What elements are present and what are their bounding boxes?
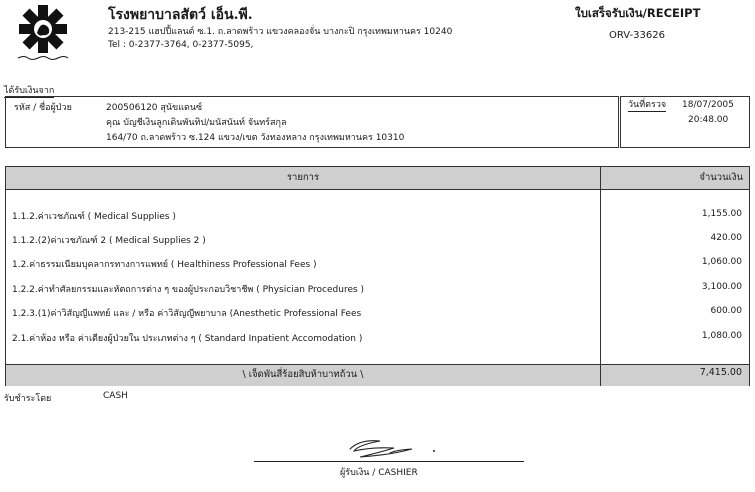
total-amount: 7,415.00 bbox=[699, 367, 742, 378]
hospital-phone: Tel : 0-2377-3764, 0-2377-5095, bbox=[108, 40, 254, 50]
item-description: 1.2.ค่าธรรมเนียมบุคลากรทางการแพทย์ ( Healthiness Professional Fees ) bbox=[12, 260, 317, 270]
item-amount: 1,155.00 bbox=[701, 209, 742, 219]
received-from-label: ได้รับเงินจาก bbox=[4, 86, 55, 96]
visit-date: 18/07/2005 bbox=[682, 100, 734, 110]
payment-method: CASH bbox=[103, 391, 128, 401]
column-divider bbox=[600, 166, 601, 386]
patient-code-name: 200506120 สุนัขแดนซ์ bbox=[106, 103, 203, 113]
item-description: 2.1.ค่าห้อง หรือ ค่าเตียงผู้ป่วยใน ประเภทต่าง ๆ ( Standard Inpatient Accomodation ) bbox=[12, 334, 363, 344]
receipt-number: ORV-33626 bbox=[609, 30, 665, 41]
patient-label: รหัส / ชื่อผู้ป่วย bbox=[14, 103, 72, 113]
total-in-words: \ เจ็ดพันสี่ร้อยสิบห้าบาทถ้วน \ bbox=[242, 369, 364, 380]
cashier-signature bbox=[336, 435, 446, 461]
payment-method-label: รับชำระโดย bbox=[4, 394, 52, 404]
item-description: 1.2.3.(1)ค่าวิสัญญีแพทย์ และ / หรือ ค่าวิสัญญีพยาบาล (Anesthetic Professional Fees bbox=[12, 309, 362, 319]
item-description: 1.1.2.ค่าเวชภัณฑ์ ( Medical Supplies ) bbox=[12, 212, 176, 222]
hospital-name: โรงพยาบาลสัตว์ เอ็น.พี. bbox=[108, 7, 253, 23]
item-amount: 420.00 bbox=[710, 233, 742, 243]
cashier-label: ผู้รับเงิน / CASHIER bbox=[340, 468, 418, 478]
owner-name: คุณ บัญชีเงินลูกเดินพันทิป/มนัสนันท์ จันทร์สกุล bbox=[106, 118, 287, 128]
items-table bbox=[5, 166, 750, 386]
visit-time: 20:48.00 bbox=[688, 115, 729, 125]
receipt-title: ใบเสร็จรับเงิน/RECEIPT bbox=[575, 6, 701, 20]
item-amount: 1,080.00 bbox=[701, 331, 742, 341]
visit-date-label: วันที่ตรวจ bbox=[628, 100, 667, 110]
item-amount: 600.00 bbox=[710, 306, 742, 316]
item-description: 1.2.2.ค่าทำศัลยกรรมและหัตถการต่าง ๆ ของผู้ประกอบวิชาชีพ ( Physician Procedures ) bbox=[12, 285, 365, 295]
signature-line bbox=[254, 461, 524, 462]
owner-address: 164/70 ถ.ลาดพร้าว ซ.124 แขวง/เขต วังทองหลาง กรุงเทพมหานคร 10310 bbox=[106, 133, 405, 143]
column-header-amount: จำนวนเงิน bbox=[699, 172, 743, 183]
hospital-logo bbox=[14, 3, 72, 63]
item-description: 1.1.2.(2)ค่าเวชภัณฑ์ 2 ( Medical Supplies 2 ) bbox=[12, 236, 206, 246]
column-header-description: รายการ bbox=[286, 172, 320, 183]
hospital-address: 213-215 แฮปปี้แลนด์ ซ.1. ถ.ลาดพร้าว แขวงคลองจั่น บางกะปิ กรุงเทพมหานคร 10240 bbox=[108, 27, 453, 37]
item-amount: 1,060.00 bbox=[701, 257, 742, 267]
item-amount: 3,100.00 bbox=[701, 282, 742, 292]
